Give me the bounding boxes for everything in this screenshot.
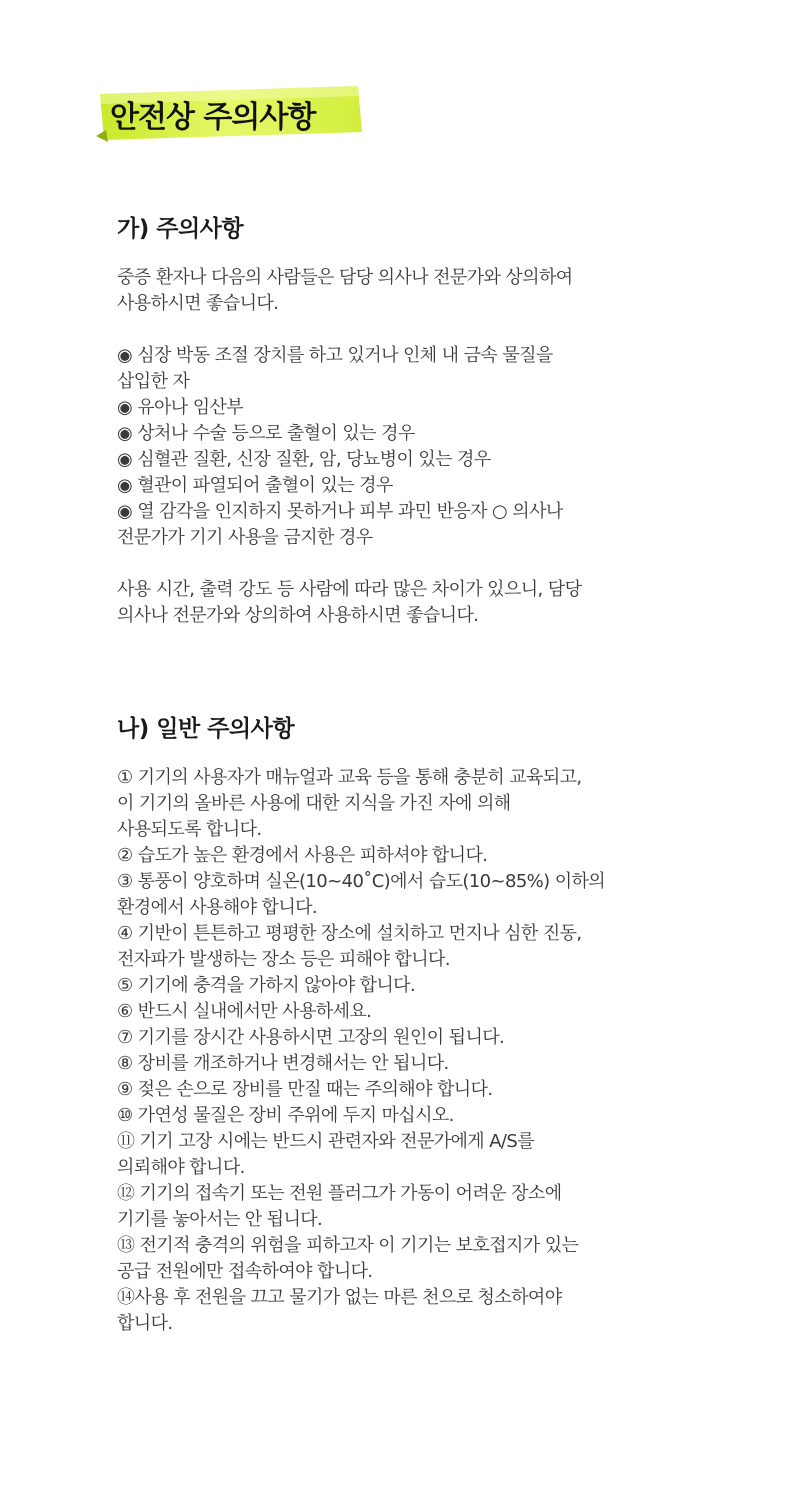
section-a-outro xyxy=(117,577,737,629)
list-item: ⑫ 기기의 접속기 또는 전원 플러그가 가동이 어려운 장소에 xyxy=(117,1183,562,1204)
list-item: ⑭사용 후 전원을 끄고 물기가 없는 마른 천으로 청소하여야 xyxy=(117,1287,562,1308)
list-item: ⑦ 기기를 장시간 사용하시면 고장의 원인이 됩니다. xyxy=(117,1027,505,1048)
section-a-intro xyxy=(117,265,737,317)
list-item: 이 기기의 올바른 사용에 대한 지식을 가진 자에 의해 xyxy=(117,793,511,814)
intro-line: 사용하시면 좋습니다. xyxy=(117,293,279,314)
list-item: ⑪ 기기 고장 시에는 반드시 관련자와 전문가에게 A/S를 xyxy=(117,1131,535,1152)
list-item: ⑬ 전기적 충격의 위험을 피하고자 이 기기는 보호접지가 있는 xyxy=(117,1235,579,1256)
list-item: ② 습도가 높은 환경에서 사용은 피하셔야 합니다. xyxy=(117,845,488,866)
list-item: 합니다. xyxy=(117,1313,173,1334)
section-title-cautions: 가) 주의사항 xyxy=(117,216,244,242)
list-item: ⑨ 젖은 손으로 장비를 만질 때는 주의해야 합니다. xyxy=(117,1079,493,1100)
section-b-list xyxy=(117,765,737,1337)
list-item: 삽입한 자 xyxy=(117,371,190,392)
outro-line: 사용 시간, 출력 강도 등 사람에 따라 많은 차이가 있으니, 담당 xyxy=(117,579,582,600)
list-item: ⑤ 기기에 충격을 가하지 않아야 합니다. xyxy=(117,975,416,996)
list-item: ① 기기의 사용자가 매뉴얼과 교육 등을 통해 충분히 교육되고, xyxy=(117,767,582,788)
list-item: ◉ 유아나 임산부 xyxy=(117,397,244,418)
intro-line: 중증 환자나 다음의 사람들은 담당 의사나 전문가와 상의하여 xyxy=(117,267,573,288)
list-item: ◉ 상처나 수술 등으로 출혈이 있는 경우 xyxy=(117,423,415,444)
list-item: ⑩ 가연성 물질은 장비 주위에 두지 마십시오. xyxy=(117,1105,454,1126)
outro-line: 의사나 전문가와 상의하여 사용하시면 좋습니다. xyxy=(117,605,479,626)
list-item: 의뢰해야 합니다. xyxy=(117,1157,245,1178)
list-item: 사용되도록 합니다. xyxy=(117,819,262,840)
list-item: 전자파가 발생하는 장소 등은 피해야 합니다. xyxy=(117,949,450,970)
list-item: 공급 전원에만 접속하여야 합니다. xyxy=(117,1261,373,1282)
page-title: 안전상 주의사항 xyxy=(110,100,316,135)
list-item: ⑧ 장비를 개조하거나 변경해서는 안 됩니다. xyxy=(117,1053,449,1074)
list-item: ◉ 열 감각을 인지하지 못하거나 피부 과민 반응자 ○ 의사나 xyxy=(117,501,563,522)
title-banner xyxy=(96,84,364,142)
list-item: ◉ 심장 박동 조절 장치를 하고 있거나 인체 내 금속 물질을 xyxy=(117,345,553,366)
list-item: 기기를 놓아서는 안 됩니다. xyxy=(117,1209,323,1230)
section-a-restricted-list xyxy=(117,343,737,551)
list-item: 전문가가 기기 사용을 금지한 경우 xyxy=(117,527,373,548)
section-title-general-cautions: 나) 일반 주의사항 xyxy=(117,716,295,742)
list-item: 환경에서 사용해야 합니다. xyxy=(117,897,318,918)
list-item: ④ 기반이 튼튼하고 평평한 장소에 설치하고 먼지나 심한 진동, xyxy=(117,923,582,944)
list-item: ◉ 심혈관 질환, 신장 질환, 암, 당뇨병이 있는 경우 xyxy=(117,449,491,470)
list-item: ◉ 혈관이 파열되어 출혈이 있는 경우 xyxy=(117,475,393,496)
list-item: ③ 통풍이 양호하며 실온(10~40˚C)에서 습도(10~85%) 이하의 xyxy=(117,871,606,892)
list-item: ⑥ 반드시 실내에서만 사용하세요. xyxy=(117,1001,372,1022)
